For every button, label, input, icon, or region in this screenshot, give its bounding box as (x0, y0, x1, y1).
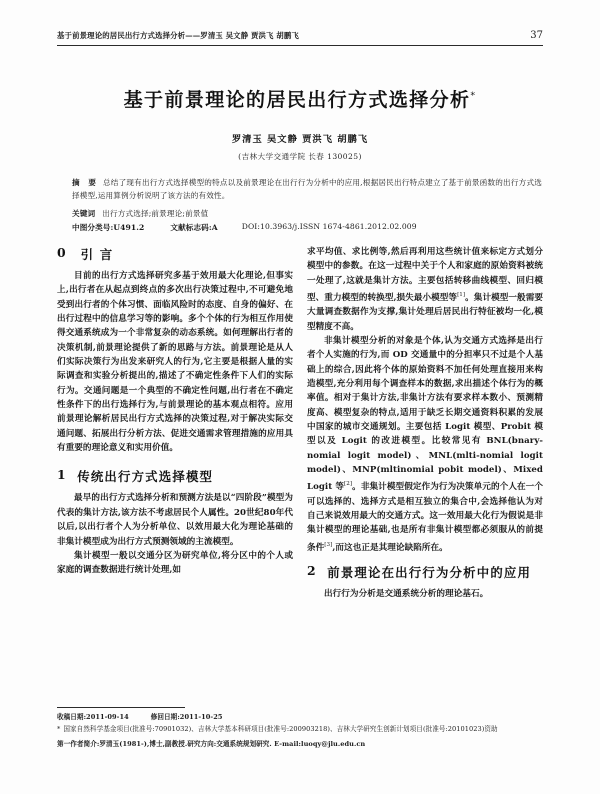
footnote-block (57, 712, 543, 750)
header-rule (57, 45, 543, 46)
section-title-1: 传统出行方式选择模型 (77, 469, 214, 485)
received-date: 收稿日期:2011-09-14 (57, 713, 129, 721)
affiliation: (吉林大学交通学院 长春 130025) (238, 152, 362, 161)
disaggregate-text-c: ,而这也正是其理论缺陷所在。 (332, 542, 448, 553)
paragraph-1-2: 集计模型一般以交通分区为研究单位,将分区中的个人或家庭的调查数据进行统计处理,如 (57, 550, 293, 576)
section-number-2: 2 (307, 562, 317, 578)
disaggregate-text-a: 非集计模型分析的对象是个体,认为交通方式选择是出行者个人实施的行为,而 OD 交通量中的分担率只不过是个人基础上的综合,因此将个体的原始资料不加任何处理直接用来构造模型,充分利用每个调查样本的数据,求出描述个体行为的概率值。相对于集计方法,非集计方法有要求样本数小、预测精度高、模型复杂的特点,适用于缺乏长期交通资料积累的发展中国家的城市交通规划。主要包括 Logit 模型、Probit 模型以及 Logit 的改进模型。比较常见有 BNL(bnary-nomial logit model)、MNL(mlti-nomial logit model)、MNP(mltinomial pobit model)、Mixed Logit 等 (307, 335, 543, 493)
paragraph-disaggregate (307, 334, 543, 555)
disaggregate-text-b: 。非集计模型假定作为行为决策单元的个人在一个可以选择的、选择方式是相互独立的集合中,会选择他认为对自己来说效用最大的交通方式。这一效用最大化行为假说是非集计模型的理论基础,也是所有非集计模型都必须服从的前提条件 (307, 482, 544, 553)
footnote-funding (57, 724, 543, 735)
section-heading-2 (307, 563, 543, 581)
body-columns (57, 245, 543, 705)
footnote-author-bio: 第一作者简介:罗清玉(1981-),博士,副教授.研究方向:交通系统规划研究. E-mail:luoqy@jlu.edu.cn (57, 739, 366, 748)
clc-code: 中图分类号:U491.2 (72, 223, 145, 232)
section-heading-1 (57, 467, 293, 485)
page-title (0, 85, 600, 112)
citation-ref-3: [3] (324, 541, 333, 548)
section-title-2: 前景理论在出行行为分析中的应用 (327, 564, 532, 580)
footnote-dates (57, 712, 543, 723)
section-number-0: 0 (57, 245, 70, 260)
abstract-text: 总结了现有出行方式选择模型的特点以及前景理论在出行行为分析中的应用,根据居民出行特点建立了基于前景函数的出行方式选择模型,运用算例分析说明了该方法的有效性。 (72, 178, 542, 201)
paragraph-continued (307, 245, 543, 334)
citation-ref-2: [2] (344, 481, 353, 488)
paragraph-1-1: 最早的出行方式选择分析和预测方法是以“四阶段”模型为代表的集计方法,该方法不考虑居民个人属性。20世纪80年代以后,以出行者个人为分析单位、以效用最大化为理论基础的非集计模型成为出行方式预测领域的主流模型。 (57, 493, 293, 547)
revised-date: 修回日期:2011-10-25 (150, 713, 223, 721)
continued-text-2: 。集计模型一般需要大量调查数据作为支撑,集计处理后居民出行特征被均一化,模型精度不高。 (307, 292, 543, 332)
paragraph-2-1: 出行行为分析是交通系统分析的理论基石。 (324, 588, 489, 599)
classification-row (72, 222, 542, 233)
continued-text: 求平均值、求比例等,然后再利用这些统计值来标定方式划分模型中的参数。在这一过程中关于个人和家庭的原始资料被统一处理了,这就是集计方法。主要包括转移曲线模型、回归模型、重力模型的转换型,损失最小模型等 (307, 247, 543, 303)
spacer (57, 455, 293, 467)
keywords-label: 关键词 (72, 209, 96, 218)
doi: DOI:10.3963/j.ISSN 1674-4861.2012.02.009 (241, 222, 417, 231)
footnote-rule (57, 707, 185, 708)
spacer (307, 555, 543, 563)
page-number: 37 (530, 30, 543, 41)
keywords-block (72, 208, 542, 219)
running-head (57, 30, 543, 41)
section-heading-0 (57, 245, 293, 263)
author-list: 罗清玉 吴文静 贾洪飞 胡鹏飞 (231, 134, 369, 145)
left-column (57, 245, 293, 705)
funding-mark: * (57, 725, 61, 734)
title-footnote-mark: * (470, 91, 477, 102)
citation-ref-1: [1] (457, 292, 466, 299)
section-number-1: 1 (57, 467, 67, 483)
funding-text: 国家自然科学基金项目(批准号:70901032)、吉林大学基本科研项目(批准号:200903218)、吉林大学研究生创新计划项目(批准号:20101023)资助 (63, 725, 498, 734)
keywords-text: 出行方式选择;前景理论;前景值 (102, 209, 209, 218)
abstract-block (72, 176, 542, 203)
running-head-text: 基于前景理论的居民出行方式选择分析——罗清玉 吴文静 贾洪飞 胡鹏飞 (57, 31, 299, 40)
paragraph-intro: 目前的出行方式选择研究多基于效用最大化理论,但事实上,出行者在从起点到终点的多次出行决策过程中,不可避免地受到出行者的个体习惯、面临风险时的态度、自身的偏好、在出行过程中的信息学习等的影响。多个个体的行为相互作用使得交通系统成为一个非常复杂的动态系统。如何理解出行者的决策机制,前景理论提供了新的思路与方法。前景理论是从人们实际决策行为出发来研究人的行为,它主要是根据人量的实际调查和实验分析提出的,描述了不确定性条件下人们的实际行为。交通问题是一个典型的不确定性问题,出行者在不确定性条件下的出行选择行为,与前景理论的基本观点相符。应用前景理论解析居民出行方式选择的决策过程,对于解决实际交通问题、拓展出行分析方法、促进交通需求管理措施的应用具有重要的理论意义和实用价值。 (57, 271, 293, 454)
document-code: 文献标志码:A (170, 223, 218, 232)
title-text: 基于前景理论的居民出行方式选择分析 (123, 89, 471, 111)
right-column (307, 245, 543, 705)
abstract-label: 摘 要 (72, 178, 99, 187)
section-title-0: 引 言 (80, 247, 114, 262)
